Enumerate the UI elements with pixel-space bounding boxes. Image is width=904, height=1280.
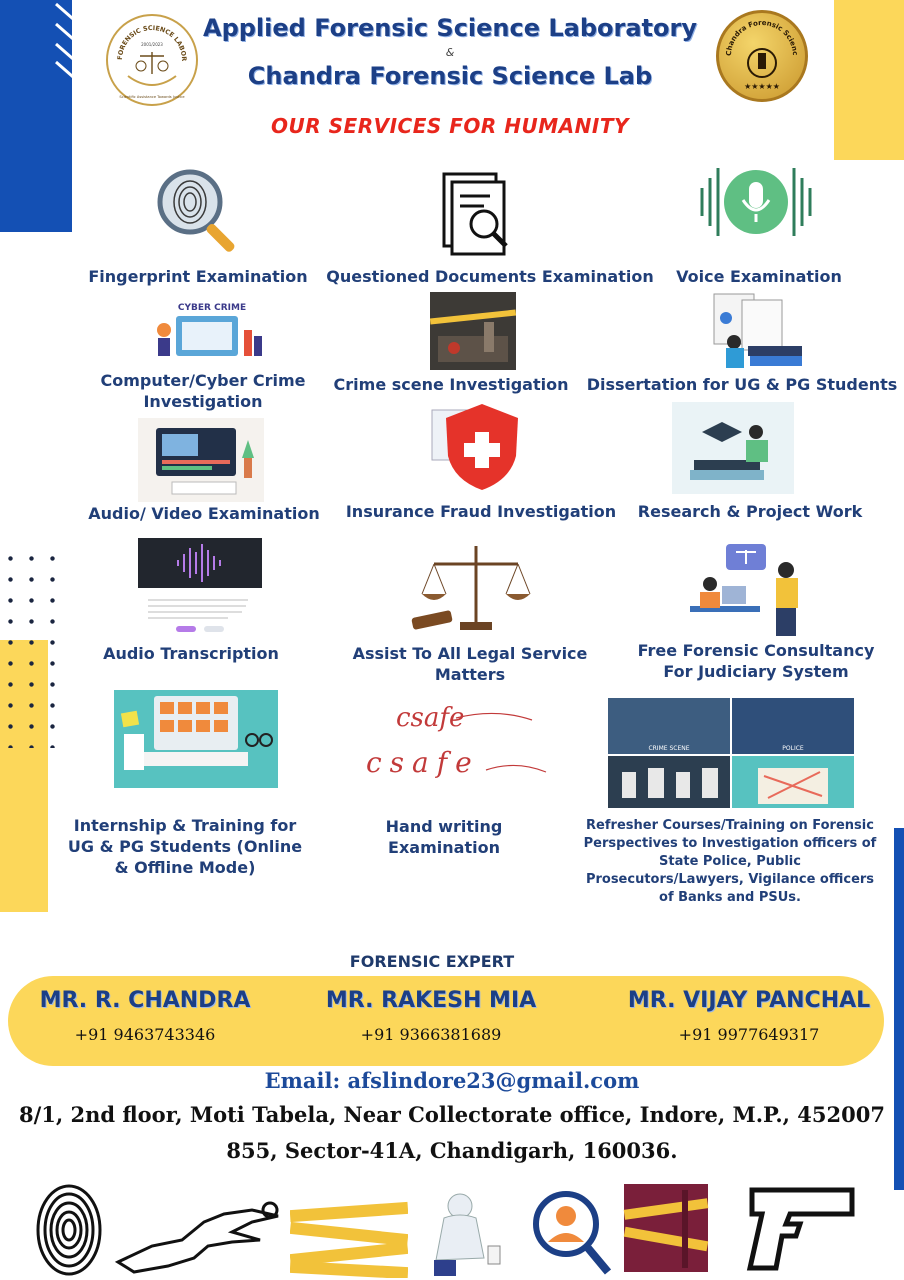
- expert-name: MR. R. CHANDRA: [39, 988, 251, 1013]
- consultancy-icon: [686, 540, 812, 638]
- document-magnifier-icon: [440, 170, 522, 256]
- evidence-book-icon: [620, 1180, 716, 1276]
- lab-title-line1: Applied Forensic Science Laboratory: [203, 14, 697, 42]
- svg-text:POLICE: POLICE: [782, 745, 804, 752]
- lab-title-line2: Chandra Forensic Science Lab: [247, 62, 653, 90]
- decor-blue-stripe-right: [894, 828, 904, 1190]
- training-collage-icon: [608, 698, 854, 808]
- tagline: OUR SERVICES FOR HUMANITY: [271, 114, 629, 138]
- service-label-voice: Voice Examination: [676, 267, 842, 286]
- pistol-icon: [746, 1184, 858, 1272]
- service-label-crime-scene: Crime scene Investigation: [333, 375, 569, 394]
- title-ampersand: &: [445, 46, 455, 59]
- expert-phone: +91 9366381689: [360, 1025, 502, 1044]
- decor-yellow-block-top-right: [834, 0, 904, 160]
- svg-text:2001/2023: 2001/2023: [141, 42, 163, 47]
- person-search-icon: [528, 1186, 612, 1276]
- service-label-internship: Internship & Training for UG & PG Students (Online & Offline Mode): [67, 816, 303, 877]
- svg-text:FORENSIC SCIENCE LABORATORY: FORENSIC SCIENCE LABOR: [115, 23, 189, 62]
- service-label-legal: Assist To All Legal Service Matters: [352, 644, 588, 684]
- lab-logo-right: [716, 10, 808, 102]
- audio-waveform-icon: [138, 538, 262, 638]
- expert-chandra: [0, 988, 290, 1044]
- research-icon: [672, 402, 794, 494]
- crime-tape-icon: [290, 1198, 408, 1278]
- service-label-transcription: Audio Transcription: [103, 644, 279, 663]
- service-label-handwriting: Hand writing Examination: [385, 817, 503, 857]
- expert-mia: [286, 988, 576, 1044]
- online-training-icon: [114, 690, 278, 788]
- body-outline-icon: [112, 1200, 284, 1276]
- expert-phone: +91 9463743346: [74, 1025, 216, 1044]
- svg-text:Scientific Assistance Towards: Scientific Assistance Towards Justice: [119, 95, 185, 99]
- expert-name: MR. VIJAY PANCHAL: [627, 988, 871, 1013]
- expert-name: MR. RAKESH MIA: [325, 988, 537, 1013]
- fingerprint-magnifier-icon: [150, 166, 246, 258]
- expert-phone: +91 9977649317: [678, 1025, 820, 1044]
- service-label-documents: Questioned Documents Examination: [326, 267, 654, 286]
- crime-scene-icon: [430, 292, 516, 370]
- forensic-expert-heading: FORENSIC EXPERT: [349, 952, 515, 971]
- service-label-cyber: Computer/Cyber Crime Investigation: [100, 371, 306, 411]
- service-label-insurance: Insurance Fraud Investigation: [345, 502, 617, 521]
- service-label-research: Research & Project Work: [637, 502, 863, 521]
- justice-scale-icon: [408, 534, 544, 636]
- insurance-shield-icon: [430, 400, 522, 492]
- expert-panchal: [604, 988, 894, 1044]
- video-editing-icon: [138, 418, 264, 502]
- contact-email: Email: afslindore23@gmail.com: [264, 1068, 640, 1093]
- svg-text:CRIME SCENE: CRIME SCENE: [648, 745, 690, 752]
- decor-dot-grid: [0, 548, 64, 748]
- service-label-audio-video: Audio/ Video Examination: [88, 504, 320, 523]
- svg-text:csafe: csafe: [396, 703, 465, 733]
- dissertation-icon: [690, 290, 808, 372]
- service-label-fingerprint: Fingerprint Examination: [88, 267, 308, 286]
- forensic-investigator-icon: [414, 1188, 510, 1278]
- service-label-refresher: Refresher Courses/Training on Forensic Perspectives to Investigation officers of State Police, Public Prosecutors/Lawyers, Vigilance officers of Banks and PSUs.: [583, 818, 877, 905]
- address-chandigarh: 855, Sector-41A, Chandigarh, 160036.: [226, 1138, 678, 1163]
- cyber-crime-icon: [152, 300, 270, 366]
- svg-text:★★★★★: ★★★★★: [744, 82, 780, 91]
- handwriting-icon: [356, 700, 560, 784]
- svg-text:Chandra Forensic Science Lab: Chandra Forensic Scienc: [724, 18, 800, 57]
- service-label-consultancy: Free Forensic Consultancy For Judiciary System: [637, 641, 875, 681]
- microphone-icon: [696, 160, 816, 244]
- svg-text:CYBER CRIME: CYBER CRIME: [177, 303, 247, 313]
- svg-text:csafe: csafe: [366, 746, 480, 779]
- address-indore: 8/1, 2nd floor, Moti Tabela, Near Collectorate office, Indore, M.P., 452007: [19, 1102, 885, 1127]
- chevron-decor-icon: [50, 0, 94, 80]
- fingerprint-icon: [34, 1182, 104, 1276]
- service-label-dissertation: Dissertation for UG & PG Students: [586, 375, 898, 394]
